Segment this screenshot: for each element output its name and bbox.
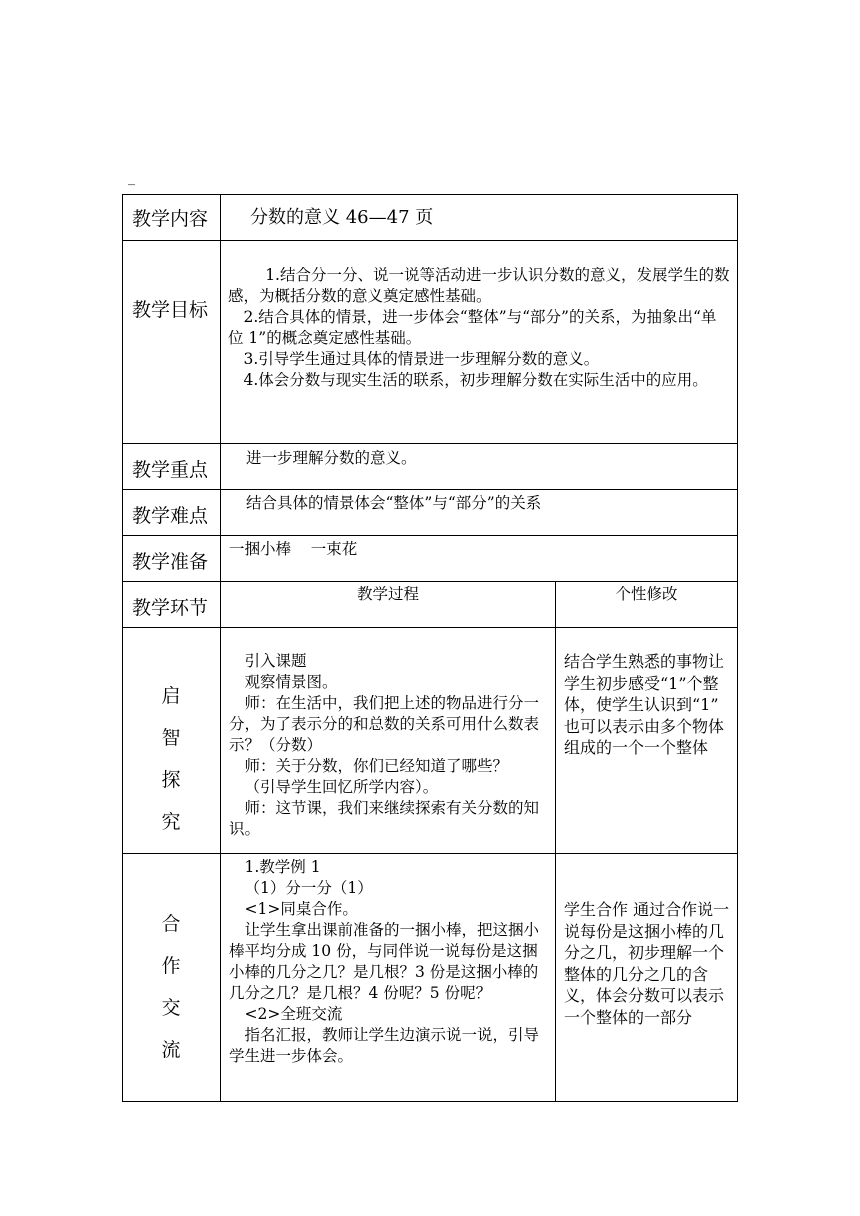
stage-1-process (229, 651, 547, 840)
stage-2-label: 合 作 交 流 (161, 913, 181, 1061)
process-line: 让学生拿出课前准备的一捆小棒，把这捆小棒平均分成 10 份，与同伴说一说每份是这捆小棒的几分之几？是几根？3 份是这捆小棒的几分之几？是几根？4 份呢？5 份呢？ (229, 921, 540, 1002)
goal-item: 1.结合分一分、说一说等活动进一步认识分数的意义，发展学生的数感，为概括分数的意义奠定感性基础。 (228, 266, 730, 305)
difficulty-label: 教学难点 (132, 504, 209, 527)
process-line: 指名汇报，教师让学生边演示说一说，引导学生进一步体会。 (229, 1026, 540, 1065)
stage-2-process (229, 857, 547, 1067)
process-line: 师：关于分数，你们已经知道了哪些？ (244, 757, 509, 775)
difficulty-value: 结合具体的情景体会“整体”与“部分”的关系 (246, 494, 542, 512)
process-line: 1.教学例 1 (244, 858, 321, 876)
notes-line: 学生合作 通过合作说一说每份是这捆小棒的几分之几，初步理解一个整体的几分之几的含义，体会分数可以表示一个整体的一部分 (564, 900, 730, 1027)
stage-2-notes (564, 899, 732, 1028)
notes-line: 结合学生熟悉的事物让学生初步感受“1”个整体，使学生认识到“1” (564, 652, 725, 714)
notes-line: 也可以表示由多个物体组成的一个一个整体 (564, 716, 725, 757)
content-value: 分数的意义 46—47 页 (250, 207, 434, 228)
prep-label: 教学准备 (132, 550, 209, 573)
process-line: 观察情景图。 (244, 673, 338, 691)
process-header: 教学过程 (356, 585, 419, 603)
content-label: 教学内容 (132, 207, 209, 230)
goal-item: 4.体会分数与现实生活的联系，初步理解分数在实际生活中的应用。 (243, 371, 708, 389)
focus-label: 教学重点 (132, 458, 209, 481)
header-marker: _ (128, 170, 135, 186)
process-line: （1）分一分（1） (244, 879, 373, 897)
stage-label: 教学环节 (132, 596, 209, 619)
goals-list (228, 265, 731, 391)
process-line: <1>同桌合作。 (244, 900, 358, 918)
goal-item: 3.引导学生通过具体的情景进一步理解分数的意义。 (243, 350, 600, 368)
focus-value: 进一步理解分数的意义。 (246, 449, 417, 467)
process-line: （引导学生回忆所学内容）。 (244, 778, 439, 796)
notes-header: 个性修改 (615, 585, 678, 603)
stage-1-label: 启 智 探 究 (161, 685, 181, 833)
prep-value: 一捆小棒 一束花 (229, 540, 358, 558)
goals-label: 教学目标 (132, 298, 209, 321)
process-line: 师：这节课，我们来继续探索有关分数的知识。 (229, 799, 540, 838)
stage-1-notes (564, 651, 732, 759)
process-line: <2>全班交流 (244, 1005, 343, 1023)
process-line: 师：在生活中，我们把上述的物品进行分一分，为了表示分的和总数的关系可用什么数表示？（分数） (229, 694, 540, 754)
goal-item: 2.结合具体的情景，进一步体会“整体”与“部分”的关系，为抽象出“单位 1”的概念奠定感性基础。 (228, 308, 717, 347)
process-line: 引入课题 (244, 652, 307, 670)
